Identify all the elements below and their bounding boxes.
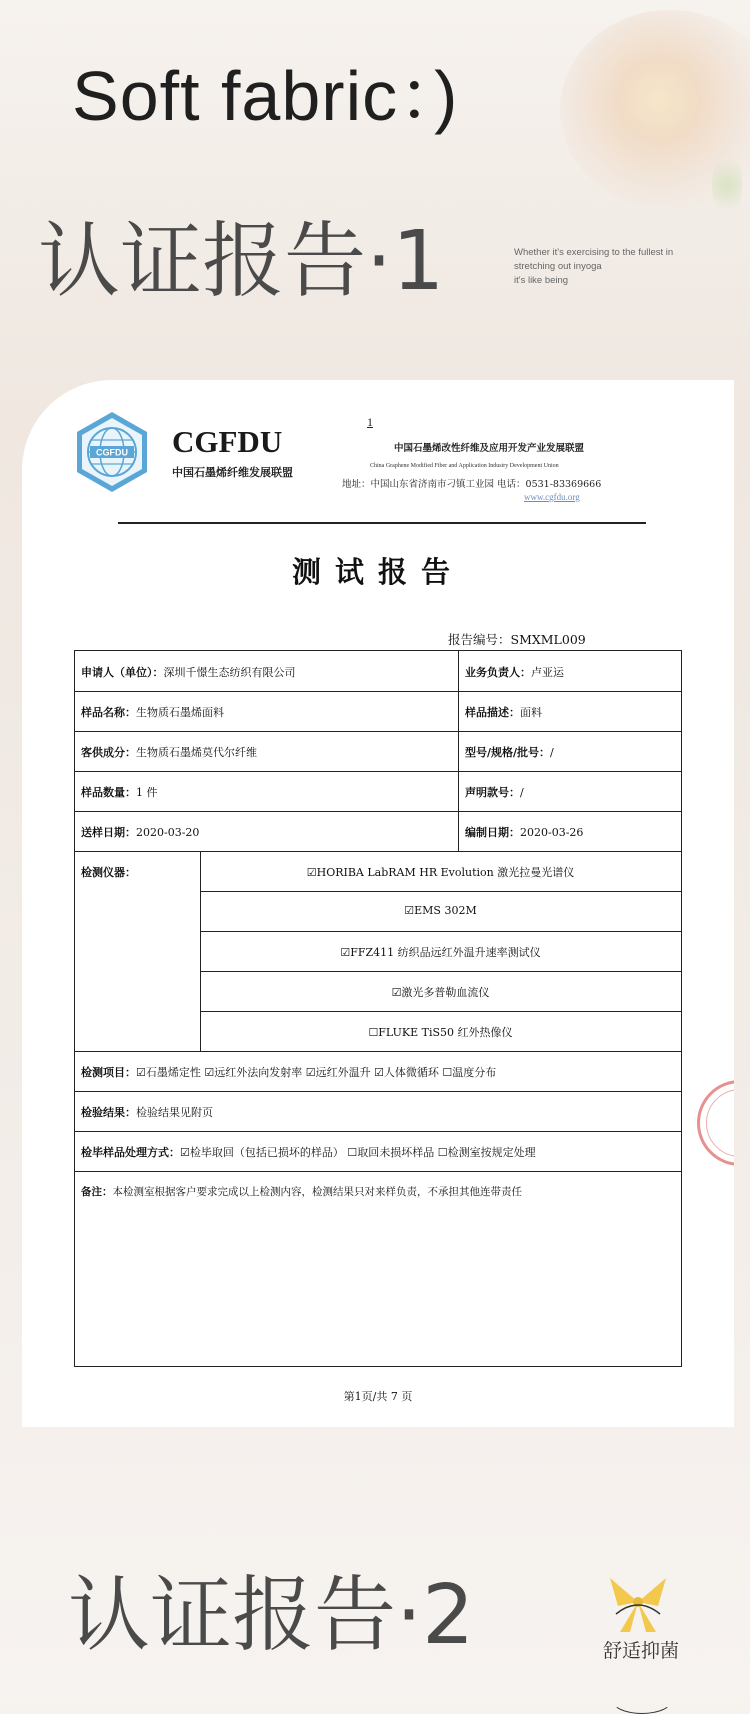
- header-org-en: China Graphene Modified Fiber and Application Industry Development Union: [370, 463, 559, 469]
- section-1-label: 认证报告·1: [38, 214, 445, 309]
- manager-cell: 业务负责人：卢亚运: [465, 666, 564, 679]
- compile-date-cell: 编制日期：2020-03-26: [465, 826, 584, 839]
- style-no-cell: 声明款号：/: [465, 786, 524, 799]
- instruments-label: 检测仪器：: [81, 866, 136, 879]
- sample-desc-cell: 样品描述：面料: [465, 706, 542, 719]
- bow-icon: [606, 1572, 670, 1636]
- official-seal: [697, 1080, 734, 1166]
- instrument-1: ☑HORIBA LabRAM HR Evolution 激光拉曼光谱仪: [306, 866, 575, 879]
- section-2-label: 认证报告·2: [68, 1568, 475, 1663]
- quantity-cell: 样品数量：1 件: [81, 786, 158, 799]
- tagline-line-1: Whether it's exercising to the fullest in: [514, 247, 674, 258]
- report-table: [74, 650, 682, 1367]
- header-url[interactable]: www.cgfdu.org: [524, 492, 580, 502]
- instrument-3: ☑FFZ411 纺织品远红外温升速率测试仪: [340, 946, 541, 959]
- logo-text: CGFDU: [96, 447, 128, 458]
- model-cell: 型号/规格/批号：/: [465, 746, 554, 759]
- tagline: [514, 246, 673, 288]
- instrument-4: ☑激光多普勒血流仪: [391, 986, 490, 999]
- report-title: 测试报告: [291, 555, 464, 589]
- org-name-cn: 中国石墨烯纤维发展联盟: [172, 466, 293, 479]
- test-report-document: [22, 380, 734, 1427]
- composition-cell: 客供成分：生物质石墨烯莫代尔纤维: [81, 746, 257, 759]
- report-page-footer: 第1页/共 7 页: [343, 1390, 413, 1403]
- send-date-cell: 送样日期：2020-03-20: [81, 826, 200, 839]
- page-mark: 1: [367, 415, 373, 429]
- badge-label: 舒适抑菌: [602, 1640, 679, 1662]
- disposal-cell: 检毕样品处理方式：☑检毕取回（包括已损坏的样品） ☐取回未损坏样品 ☐检测室按规定处理: [81, 1146, 536, 1159]
- page-heading: Soft fabric：): [72, 57, 459, 135]
- org-name: CGFDU: [172, 424, 283, 459]
- header-divider: [118, 522, 646, 524]
- badge-arc: [610, 1682, 674, 1714]
- applicant-cell: 申请人（单位）：深圳千憬生态纺织有限公司: [81, 666, 296, 679]
- cgfdu-logo: [74, 410, 150, 494]
- instrument-2: ☑EMS 302M: [404, 904, 477, 917]
- remarks-cell: 备注：本检测室根据客户要求完成以上检测内容，检测结果只对来样负责，不承担其他连带责任: [81, 1186, 522, 1198]
- test-items-cell: 检测项目：☑石墨烯定性 ☑远红外法向发射率 ☑远红外温升 ☑人体微循环 ☐温度分布: [81, 1066, 497, 1079]
- sample-name-cell: 样品名称：生物质石墨烯面料: [81, 706, 224, 719]
- header-address: 地址：中国山东省济南市刁镇工业园 电话：0531-83369666: [342, 479, 602, 490]
- header-org-cn: 中国石墨烯改性纤维及应用开发产业发展联盟: [394, 443, 585, 454]
- result-cell: 检验结果：检验结果见附页: [81, 1106, 213, 1119]
- background-leaf: [712, 150, 742, 220]
- tagline-line-2: stretching out inyoga: [514, 261, 602, 272]
- tagline-line-3: it's like being: [514, 275, 569, 286]
- report-number: 报告编号：SMXML009: [448, 632, 586, 647]
- instrument-5: ☐FLUKE TiS50 红外热像仪: [368, 1026, 513, 1039]
